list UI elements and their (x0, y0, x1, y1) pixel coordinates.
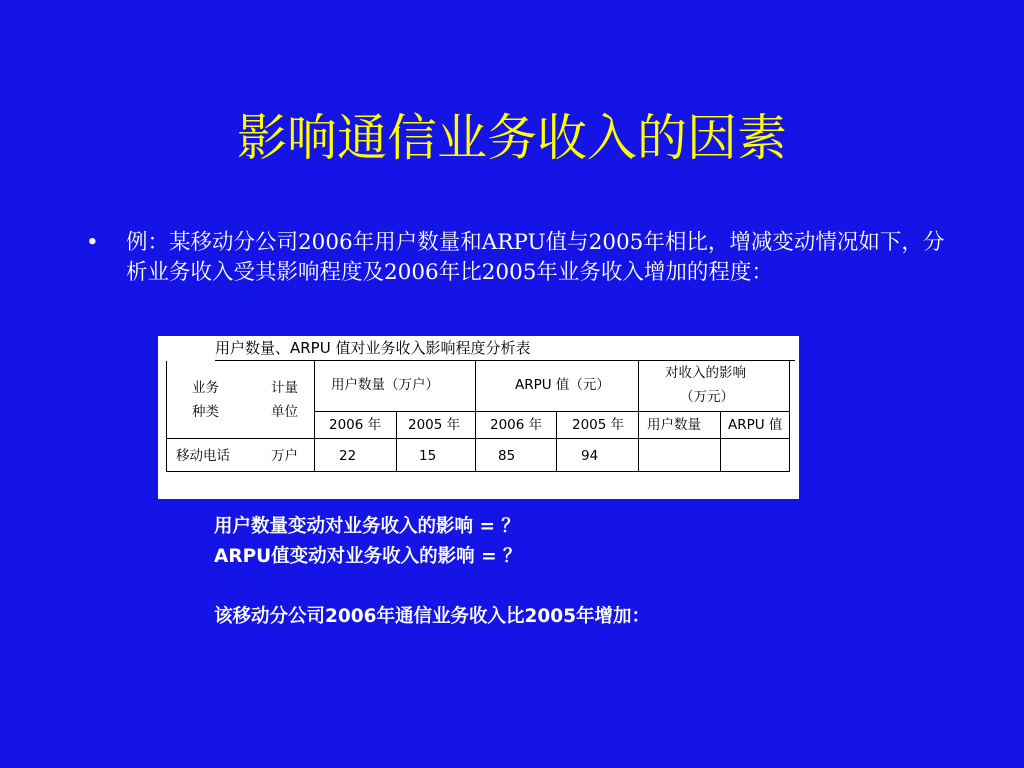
table-rule (167, 471, 790, 472)
spacer (214, 572, 650, 602)
table-rule (314, 411, 790, 412)
header-unit-2: 单位 (271, 404, 298, 420)
slide-title: 影响通信业务收入的因素 (237, 109, 787, 167)
header-users-2006: 2006 年 (329, 417, 382, 433)
row-users-2005: 15 (419, 448, 437, 464)
row-users-2006: 22 (339, 448, 357, 464)
bullet-text: 例：某移动分公司2006年用户数量和ARPU值与2005年相比，增减变动情况如下，分析业务收入受其影响程度及2006年比2005年业务收入增加的程度： (126, 230, 945, 285)
header-business-type-2: 种类 (192, 404, 219, 420)
header-users: 用户数量（万户） (331, 377, 439, 393)
table-rule (314, 361, 315, 472)
header-impact-2: （万元） (680, 389, 734, 405)
header-impact-users: 用户数量 (647, 417, 701, 433)
table-caption: 用户数量、ARPU 值对业务收入影响程度分析表 (215, 336, 795, 361)
table-rule (789, 361, 790, 472)
table-rule (475, 361, 476, 472)
table-grid (166, 361, 790, 472)
table-rule (638, 361, 639, 472)
row-unit: 万户 (271, 448, 298, 464)
row-arpu-2005: 94 (581, 448, 599, 464)
bullet-marker: • (86, 230, 99, 255)
header-users-2005: 2005 年 (408, 417, 461, 433)
table-rule (167, 438, 790, 439)
header-impact-arpu: ARPU 值 (728, 417, 783, 433)
header-unit-1: 计量 (271, 380, 298, 396)
row-business-type: 移动电话 (176, 448, 230, 464)
question-revenue-increase: 该移动分公司2006年通信业务收入比2005年增加： (214, 606, 650, 627)
bullet-paragraph (86, 228, 946, 288)
question-users-impact: 用户数量变动对业务收入的影响 = ？ (214, 516, 520, 537)
table-rule (720, 411, 721, 472)
header-arpu-2005: 2005 年 (572, 417, 625, 433)
table-rule (556, 411, 557, 472)
header-arpu-2006: 2006 年 (490, 417, 543, 433)
header-impact-1: 对收入的影响 (665, 365, 746, 381)
header-business-type-1: 业务 (192, 380, 219, 396)
analysis-table (158, 336, 799, 499)
header-arpu: ARPU 值（元） (515, 377, 610, 393)
question-arpu-impact: ARPU值变动对业务收入的影响 = ？ (214, 546, 522, 567)
table-rule (396, 411, 397, 472)
questions-block (214, 512, 650, 632)
row-arpu-2006: 85 (498, 448, 516, 464)
